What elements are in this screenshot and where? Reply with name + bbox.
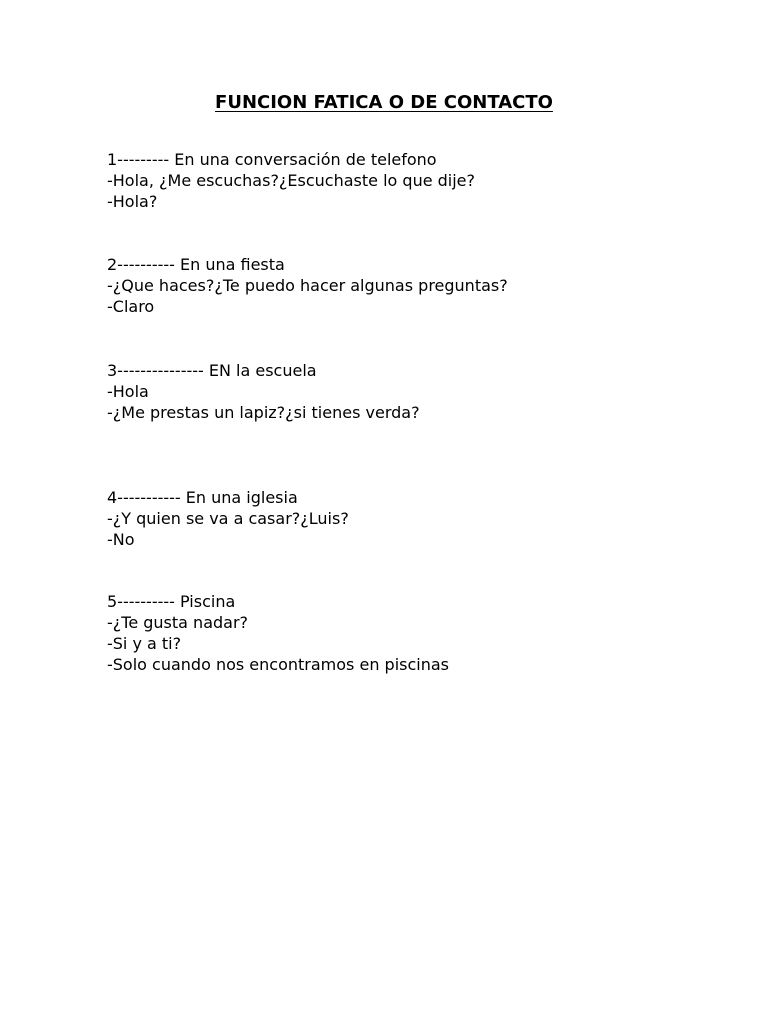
dialogue-line: -¿Me prestas un lapiz?¿si tienes verda? — [107, 403, 420, 422]
dialogue-line: -Solo cuando nos encontramos en piscinas — [107, 655, 449, 674]
dialogue-line: -Hola, ¿Me escuchas?¿Escuchaste lo que dije? — [107, 171, 476, 190]
dialogue-line: -No — [107, 530, 135, 549]
dialogue-line: -Claro — [107, 297, 155, 316]
section-1 — [107, 149, 727, 212]
section-3 — [107, 360, 727, 423]
section-2 — [107, 254, 727, 317]
section-heading: 1--------- En una conversación de telefono — [107, 150, 437, 169]
section-5 — [107, 591, 727, 675]
dialogue-line: -Hola — [107, 382, 149, 401]
section-heading: 3--------------- EN la escuela — [107, 361, 317, 380]
document-title — [0, 91, 768, 115]
section-heading: 4----------- En una iglesia — [107, 488, 298, 507]
document-title-text: FUNCION FATICA O DE CONTACTO — [215, 92, 553, 113]
section-4 — [107, 487, 727, 550]
section-heading: 2---------- En una fiesta — [107, 255, 285, 274]
dialogue-line: -Si y a ti? — [107, 634, 182, 653]
dialogue-line: -¿Te gusta nadar? — [107, 613, 249, 632]
dialogue-line: -¿Que haces?¿Te puedo hacer algunas preguntas? — [107, 276, 508, 295]
section-heading: 5---------- Piscina — [107, 592, 236, 611]
dialogue-line: -¿Y quien se va a casar?¿Luis? — [107, 509, 349, 528]
dialogue-line: -Hola? — [107, 192, 158, 211]
